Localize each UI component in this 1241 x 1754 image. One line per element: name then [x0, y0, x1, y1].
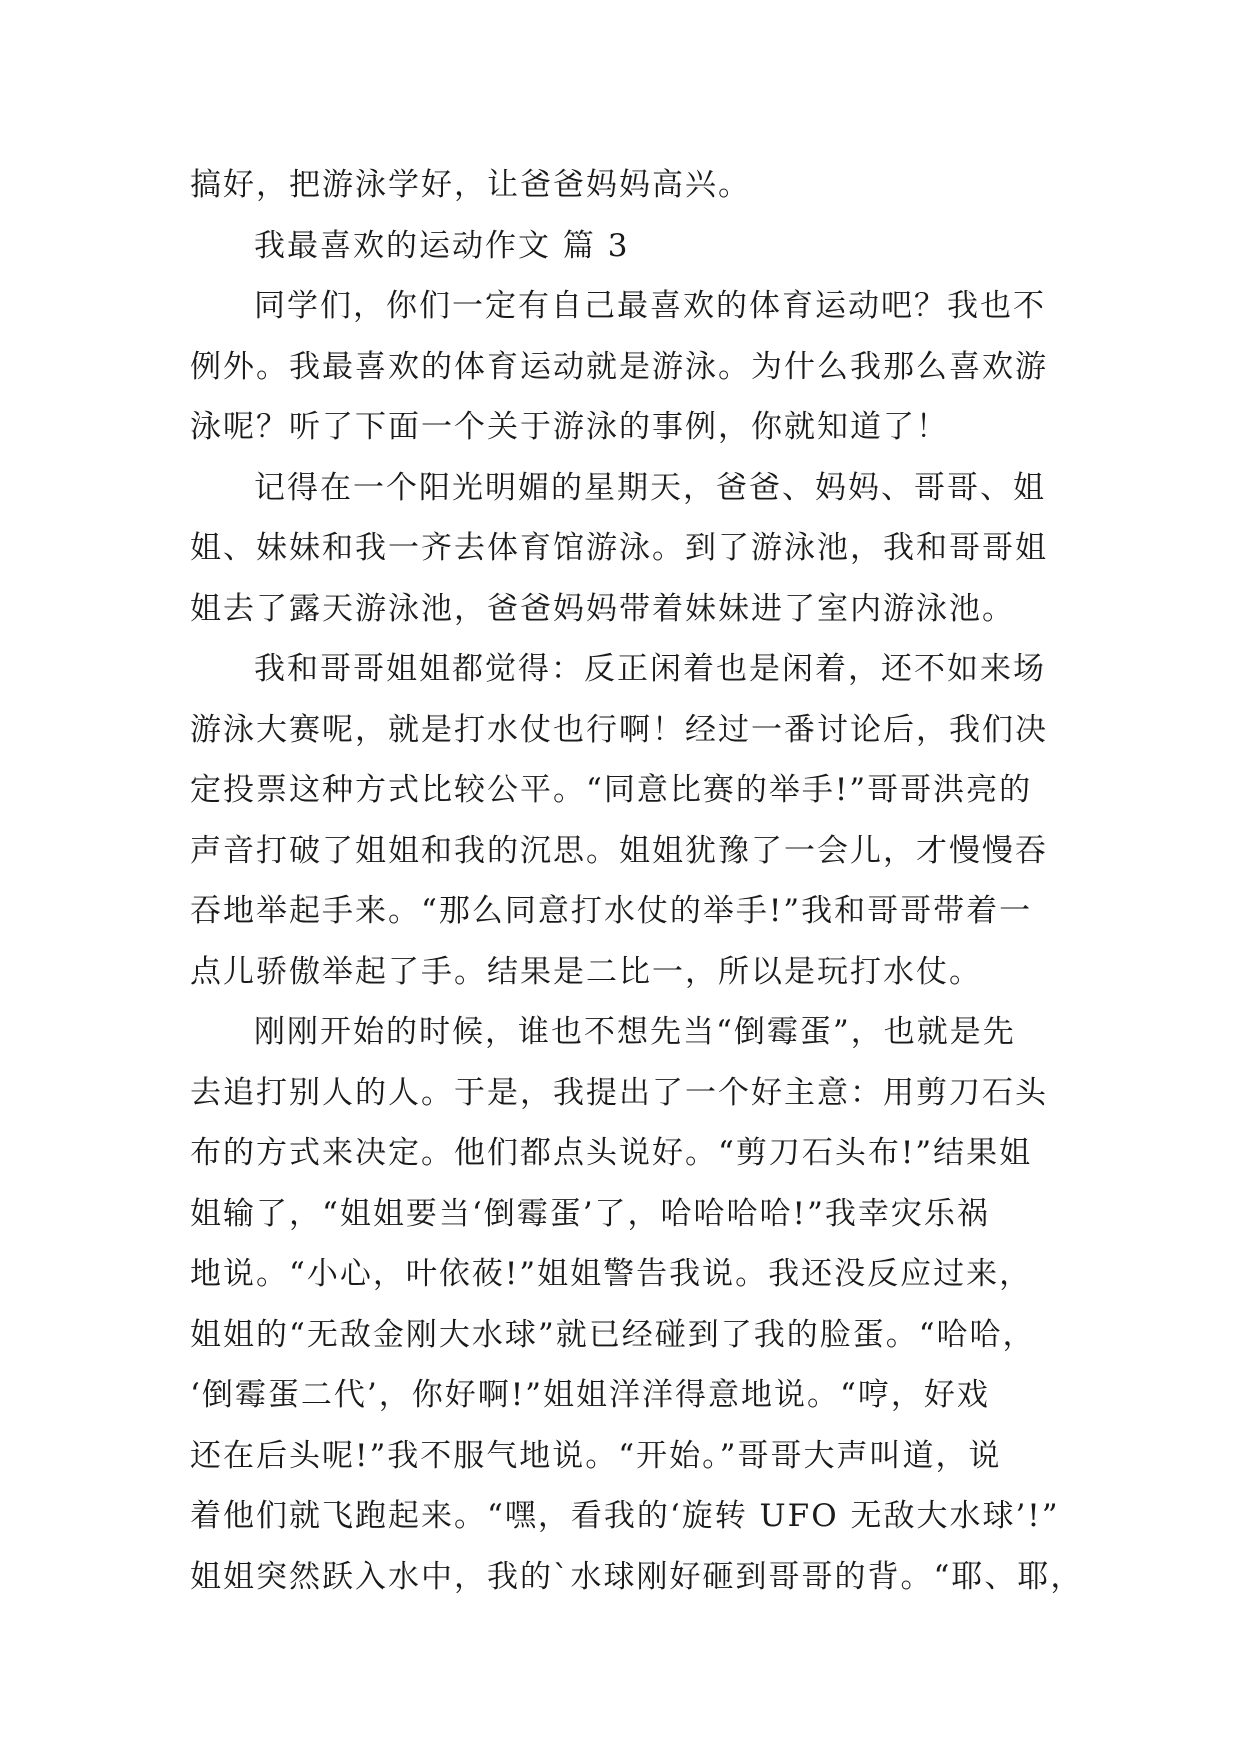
text-line: 姐去了露天游泳池，爸爸妈妈带着妹妹进了室内游泳池。 — [190, 590, 1015, 627]
text-line: 姐姐的“无敌金刚大水球”就已经碰到了我的脸蛋。“哈哈， — [190, 1316, 1036, 1353]
text-line: 吞地举起手来。“那么同意打水仗的举手!”我和哥哥带着一 — [190, 893, 1033, 929]
text-line: 定投票这种方式比较公平。“同意比赛的举手!”哥哥洪亮的 — [190, 772, 1033, 808]
text-line: 游泳大赛呢，就是打水仗也行啊！经过一番讨论后，我们决 — [190, 711, 1048, 748]
text-line: 声音打破了姐姐和我的沉思。姐姐犹豫了一会儿，才慢慢吞 — [190, 832, 1048, 869]
text-line: 姐输了，“姐姐要当‘倒霉蛋’了，哈哈哈哈!”我幸灾乐祸 — [190, 1195, 990, 1232]
text-line: 同学们，你们一定有自己最喜欢的体育运动吧？我也不 — [254, 288, 1046, 324]
text-line: ‘倒霉蛋二代’，你好啊!”姐姐洋洋得意地说。“哼，好戏 — [190, 1377, 990, 1413]
text-line: 姐姐突然跃入水中，我的`水球刚好砸到哥哥的背。“耶、耶， — [190, 1558, 1084, 1595]
text-line: 记得在一个阳光明媚的星期天，爸爸、妈妈、哥哥、姐 — [254, 469, 1046, 506]
document-body — [190, 155, 1090, 1607]
text-line: 去追打别人的人。于是，我提出了一个好主意：用剪刀石头 — [190, 1074, 1048, 1111]
text-line: 点儿骄傲举起了手。结果是二比一，所以是玩打水仗。 — [190, 953, 982, 990]
text-line: 例外。我最喜欢的体育运动就是游泳。为什么我那么喜欢游 — [190, 348, 1048, 385]
text-line: 搞好，把游泳学好，让爸爸妈妈高兴。 — [190, 167, 751, 203]
text-line: 还在后头呢!”我不服气地说。“开始。”哥哥大声叫道，说 — [190, 1437, 1002, 1474]
text-line: 泳呢？听了下面一个关于游泳的事例，你就知道了！ — [190, 409, 949, 445]
text-line: 我最喜欢的运动作文 篇 3 — [254, 227, 630, 264]
text-line: 布的方式来决定。他们都点头说好。“剪刀石头布!”结果姐 — [190, 1135, 1033, 1171]
text-line: 刚刚开始的时候，谁也不想先当“倒霉蛋”，也就是先 — [254, 1014, 1016, 1050]
text-line: 我和哥哥姐姐都觉得：反正闲着也是闲着，还不如来场 — [254, 651, 1046, 687]
text-line: 姐、妹妹和我一齐去体育馆游泳。到了游泳池，我和哥哥姐 — [190, 530, 1048, 566]
text-line: 地说。“小心，叶依莜!”姐姐警告我说。我还没反应过来， — [190, 1256, 1033, 1292]
text-line: 着他们就飞跑起来。“嘿，看我的‘旋转 UFO 无敌大水球’!” — [190, 1498, 1060, 1534]
